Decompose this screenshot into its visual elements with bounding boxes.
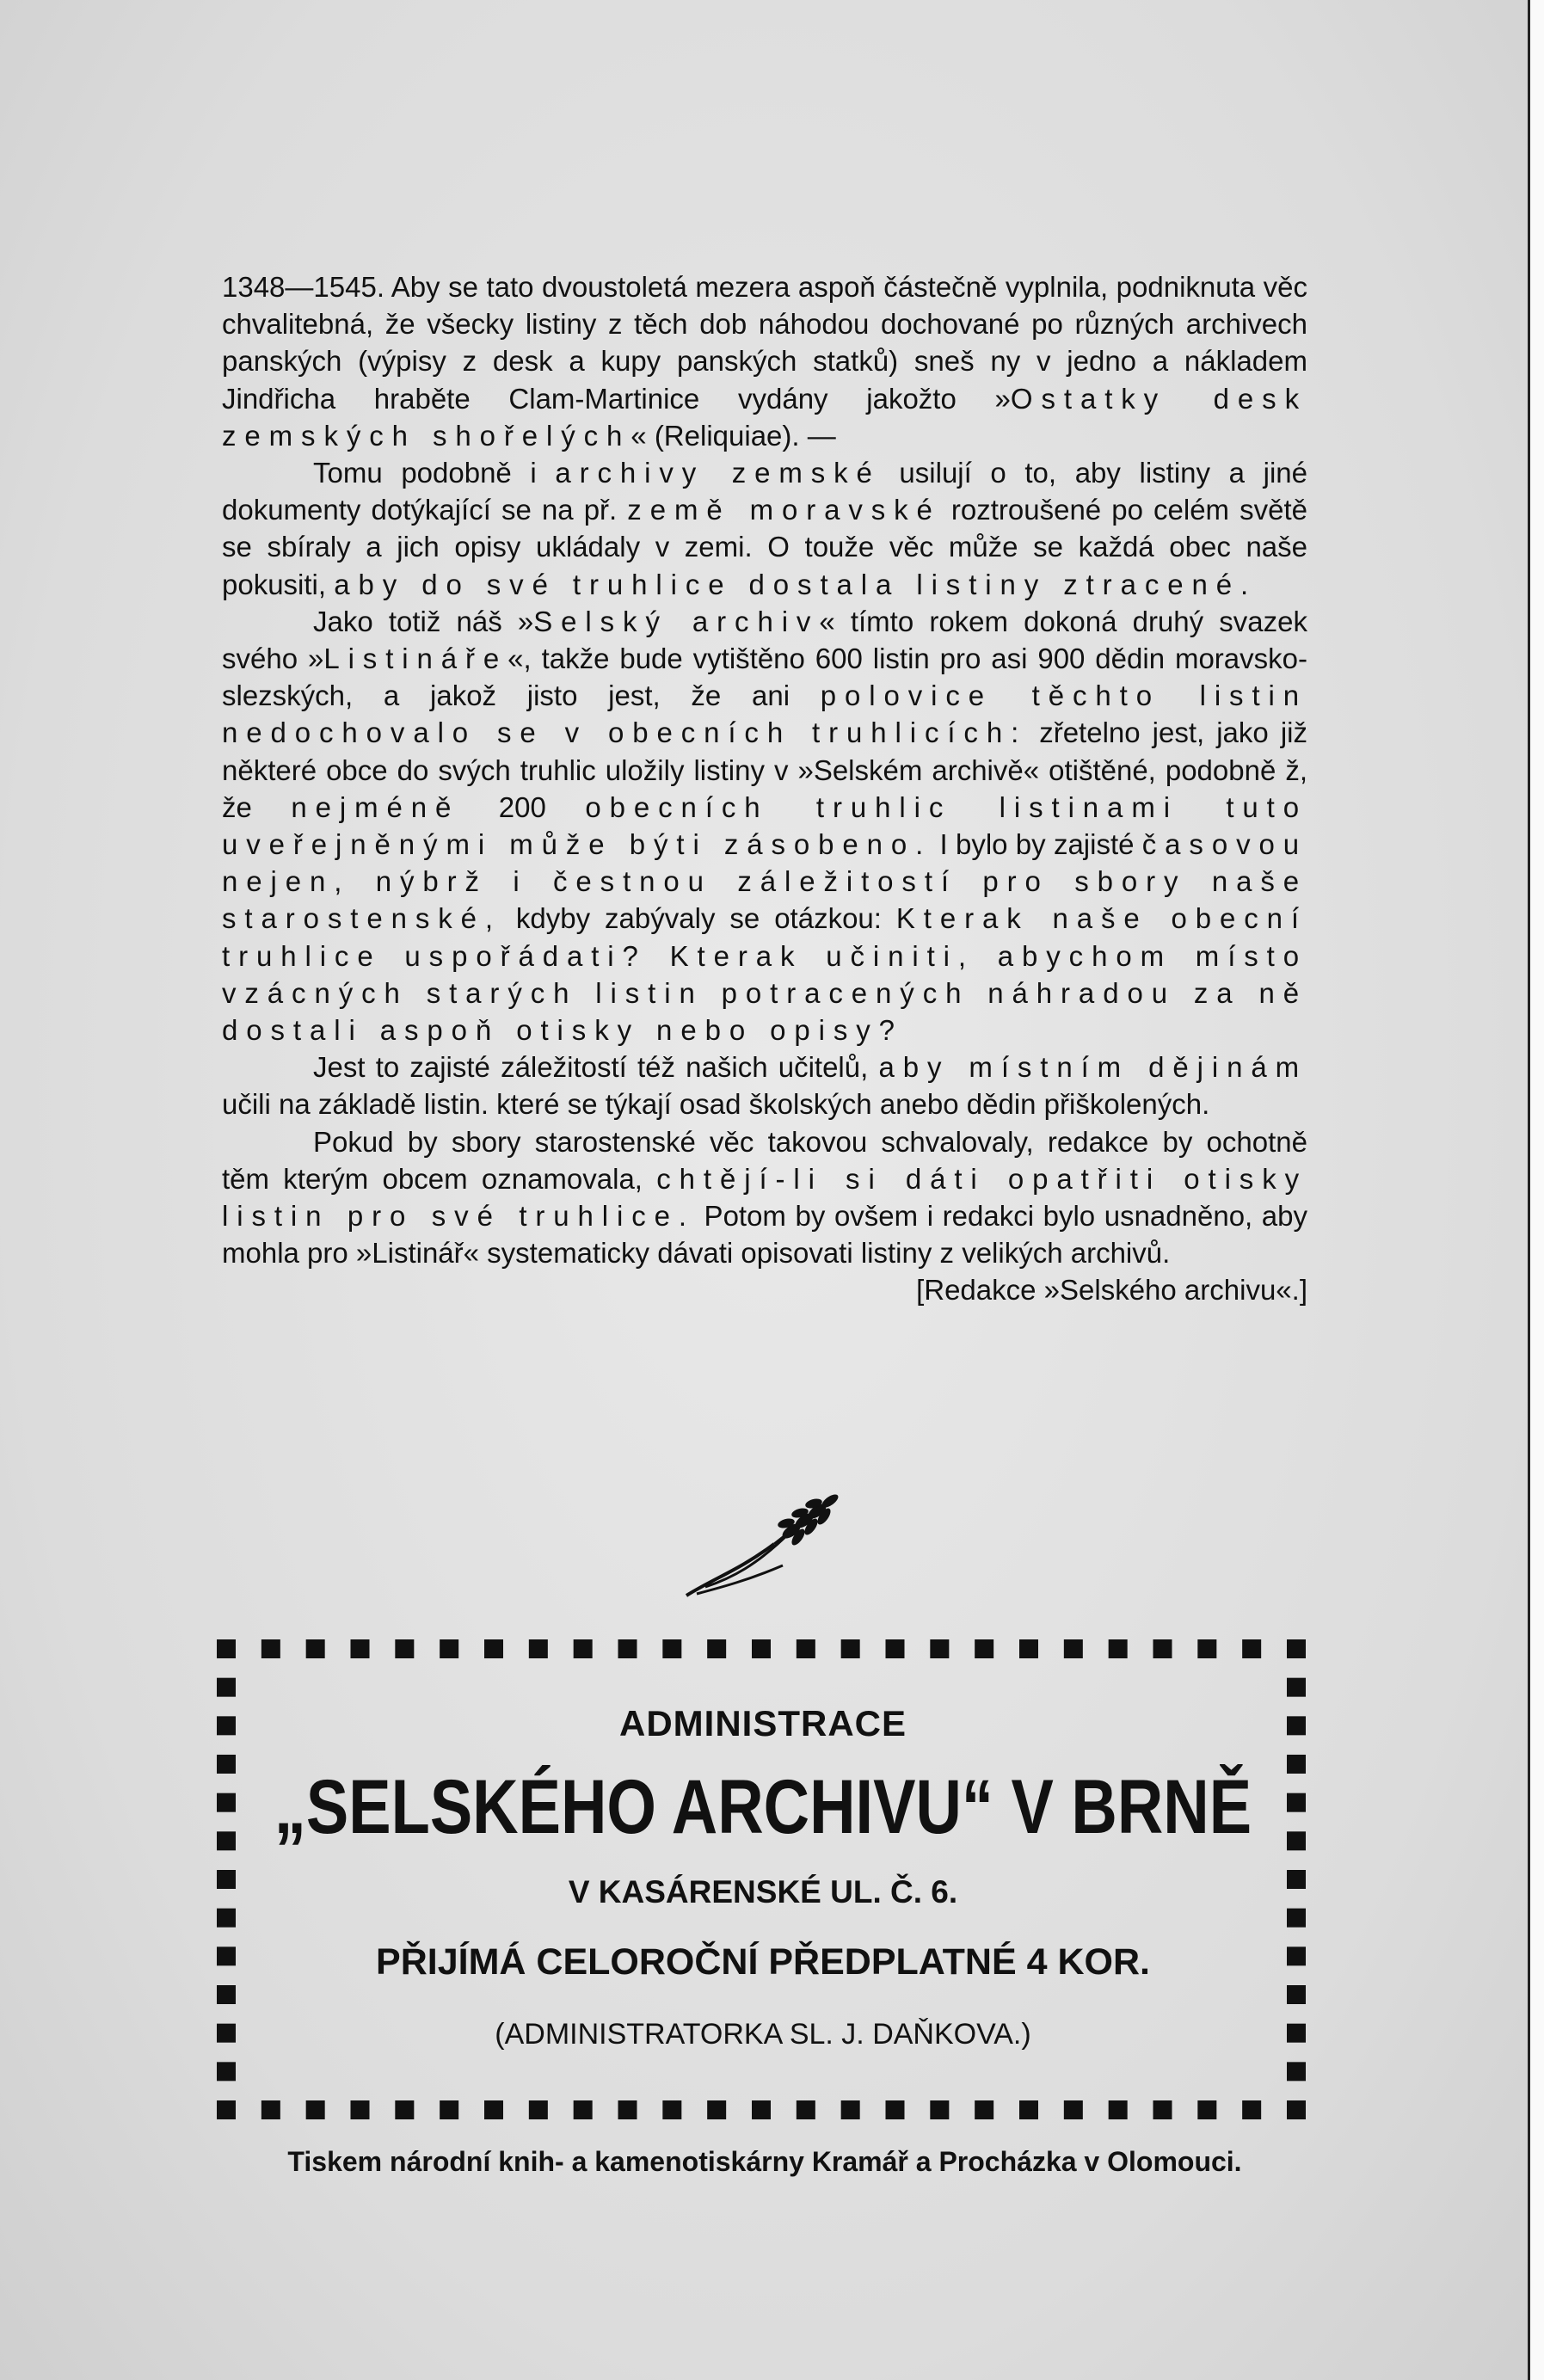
- text-run: « (Reliquiae). —: [631, 419, 836, 452]
- spaced-text: nejméně: [291, 790, 460, 823]
- ad-subscription: PŘIJÍMÁ CELOROČNÍ PŘEDPLATNÉ 4 KOR.: [376, 1941, 1150, 1983]
- text-run: Potom by ovšem i redakci bylo usnadněno, aby mohla pro »Listinář« systematicky dávati opisovati listiny z velikých archivů.: [222, 1200, 1308, 1270]
- paragraph-3: [222, 603, 1307, 1049]
- paragraph-4: [222, 1049, 1307, 1122]
- ad-title: „SELSKÉHO ARCHIVU“ V BRNĚ: [274, 1763, 1252, 1850]
- text-run: zřetelno jest, jako již některé obce do svých truhlic uložily listiny v »Selském archivě« otištěné, podobně ž, že: [222, 716, 1307, 823]
- spaced-text: Kterak naše obecní truhlice uspořádati? Kterak učiniti, abychom místo vzácných starých listin potracených náhradou za ně dostali aspoň otisky nebo opisy?: [222, 902, 1307, 1047]
- signature: [Redakce »Selského archivu«.]: [916, 1274, 1307, 1307]
- text-run: 1348—1545. Aby se tato dvoustoletá mezera aspoň částečně vyplnila, podniknuta věc chvalitebná, že všecky listiny z těch dob náhodou dochované po různých archivech panských (výpisy z desk a kupy panských statků) sneš ny v jedno a nákladem Jindřicha hraběte Clam-Martinice vydány jakožto »: [222, 271, 1307, 415]
- paragraph-2: [222, 454, 1307, 603]
- text-run: « tímto rokem dokoná druhý svazek svého »: [222, 605, 1307, 675]
- spaced-text: Selský archiv: [533, 605, 820, 637]
- spaced-text: časovou nejen, nýbrž i čestnou záležitostí pro sbory naše starostenské,: [222, 828, 1307, 935]
- paragraph-5: [222, 1123, 1308, 1307]
- spaced-text: polovice těchto listin nedochovalo se v obecních truhlicích:: [222, 680, 1308, 749]
- text-run: I bylo by zajisté: [932, 828, 1142, 861]
- spaced-text: Listináře: [323, 643, 508, 675]
- ad-heading: ADMINISTRACE: [619, 1703, 907, 1743]
- ad-administrator: (ADMINISTRATORKA SL. J. DAŇKOVA.): [495, 2018, 1031, 2051]
- article-text: [222, 268, 1307, 1309]
- text-run: usilují o to, aby listiny a jiné dokumenty dotýkající se na př.: [222, 457, 1307, 526]
- text-run: Jest to zajisté záležitostí též našich učitelů,: [313, 1051, 879, 1084]
- spaced-text: archivy zemské: [555, 457, 881, 489]
- paragraph-1: [222, 268, 1307, 454]
- text-run: učili na základě listin. které se týkají osad školských anebo dědin přiškolených.: [222, 1088, 1210, 1121]
- spaced-text: Ostatky desk zemských shořelých: [222, 382, 1307, 452]
- spaced-text: aby do své truhlice dostala listiny ztracené.: [334, 568, 1258, 600]
- text-run: «, takže bude vytištěno 600 listin pro asi 900 dědin moravsko-slezských, a jakož jisto jest, že ani: [222, 643, 1307, 712]
- page-edge: [1528, 0, 1544, 2380]
- spaced-text: země moravské: [627, 494, 941, 526]
- ad-address: V KASÁRENSKÉ UL. Č. 6.: [568, 1874, 958, 1910]
- printer-imprint: Tiskem národní knih- a kamenotiskárny Kramář a Procházka v Olomouci.: [287, 2146, 1242, 2177]
- text-run: kdyby zabývaly se otázkou:: [501, 902, 896, 935]
- text-run: Pokud by sbory starostenské věc takovou schvalovaly, redakce by ochotně těm kterým obcem oznamovala,: [222, 1125, 1307, 1195]
- spaced-text: aby místním dějinám: [878, 1051, 1307, 1084]
- text-run: 200: [459, 790, 586, 823]
- text-run: Tomu podobně i: [313, 457, 556, 489]
- advert: [268, 1703, 1258, 2051]
- spaced-text: chtějí-li si dáti opatřiti otisky listin pro své truhlice.: [222, 1162, 1307, 1233]
- wheat-ornament-icon: [680, 1484, 860, 1604]
- text-run: roztroušené po celém světě se sbíraly a jich opisy ukládaly v zemi. O touže věc může se každá obec naše pokusiti,: [222, 494, 1308, 600]
- text-run: Jako totiž náš »: [313, 605, 534, 637]
- spaced-text: obecních truhlic listinami tuto uveřejněnými může býti zásobeno.: [222, 790, 1307, 861]
